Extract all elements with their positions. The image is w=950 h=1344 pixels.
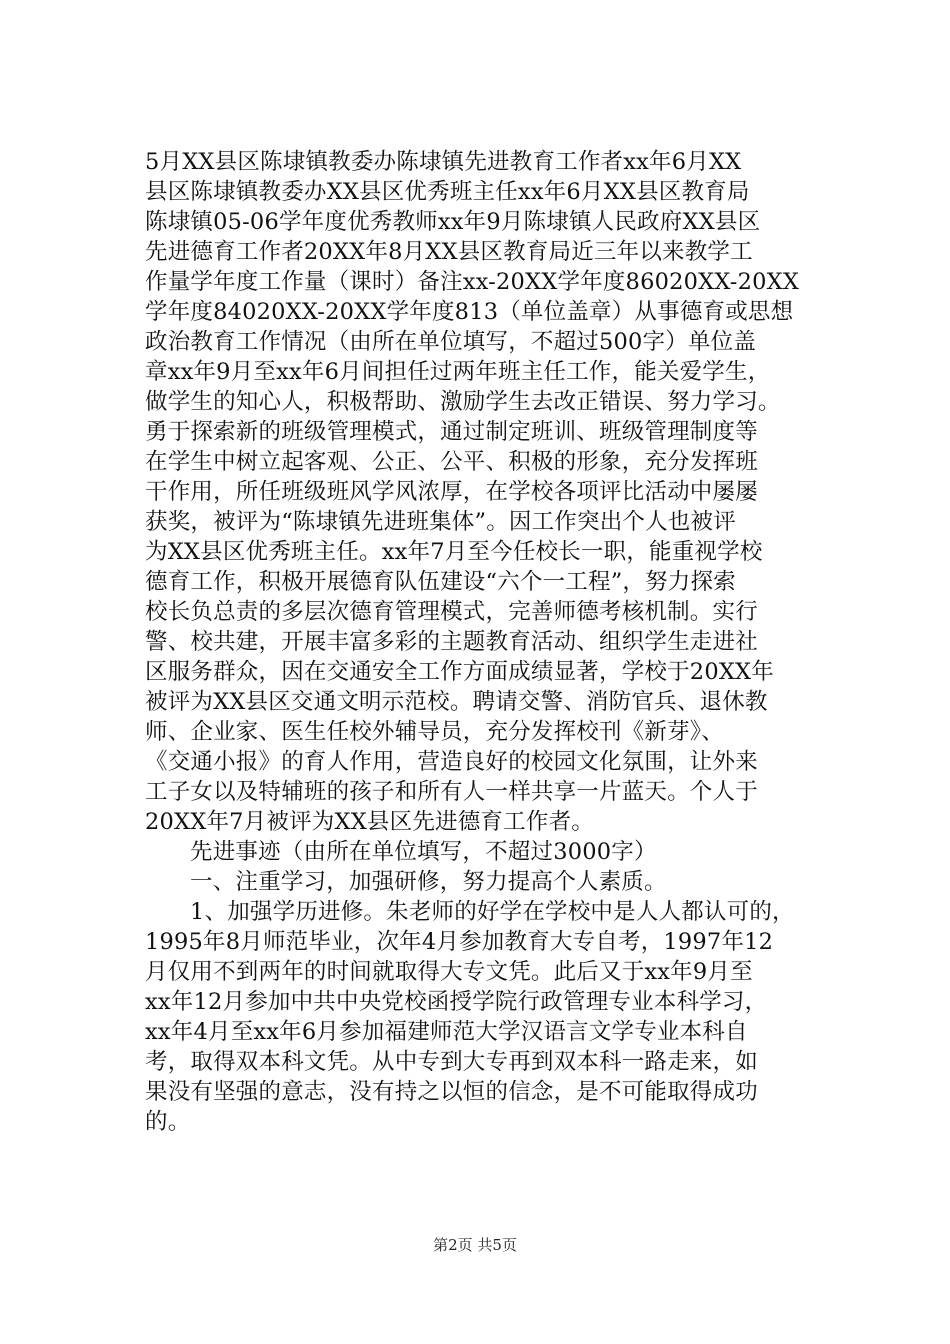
text-line: 学年度84020XX-20XX学年度813（单位盖章）从事德育或思想 xyxy=(145,299,794,325)
text-line: 干作用，所任班级班风学风浓厚，在学校各项评比活动中屡屡 xyxy=(145,479,758,505)
text-line: 区服务群众，因在交通安全工作方面成绩显著，学校于20XX年 xyxy=(145,659,774,685)
text-line: 政治教育工作情况（由所在单位填写，不超过500字）单位盖 xyxy=(145,329,757,355)
text-line: 陈埭镇05-06学年度优秀教师xx年9月陈埭镇人民政府XX县区 xyxy=(145,209,761,235)
text-line: 章xx年9月至xx年6月间担任过两年班主任工作，能关爱学生， xyxy=(145,359,771,385)
text-line: 做学生的知心人，积极帮助、激励学生去改正错误、努力学习。 xyxy=(145,389,781,415)
text-line: 先进德育工作者20XX年8月XX县区教育局近三年以来教学工 xyxy=(145,239,753,265)
text-line: 1、加强学历进修。朱老师的好学在学校中是人人都认可的， xyxy=(190,899,795,925)
text-line: 的。 xyxy=(145,1109,191,1135)
section-heading: 先进事迹（由所在单位填写，不超过3000字） xyxy=(190,839,657,865)
text-line: 《交通小报》的育人作用，营造良好的校园文化氛围，让外来 xyxy=(145,749,758,775)
text-line: 20XX年7月被评为XX县区先进德育工作者。 xyxy=(145,809,594,835)
text-line: 月仅用不到两年的时间就取得大专文凭。此后又于xx年9月至 xyxy=(145,959,753,985)
text-line: 被评为XX县区交通文明示范校。聘请交警、消防官兵、退休教 xyxy=(145,689,768,715)
text-line: 为XX县区优秀班主任。xx年7月至今任校长一职，能重视学校 xyxy=(145,539,763,565)
text-line: 警、校共建，开展丰富多彩的主题教育活动、组织学生走进社 xyxy=(145,629,758,655)
text-line: 勇于探索新的班级管理模式，通过制定班训、班级管理制度等 xyxy=(145,419,758,445)
text-line: xx年4月至xx年6月参加福建师范大学汉语言文学专业本科自 xyxy=(145,1019,748,1045)
text-line: 5月XX县区陈埭镇教委办陈埭镇先进教育工作者xx年6月XX xyxy=(145,149,742,175)
text-line: 考，取得双本科文凭。从中专到大专再到双本科一路走来，如 xyxy=(145,1049,758,1075)
text-line: xx年12月参加中共中央党校函授学院行政管理专业本科学习， xyxy=(145,989,768,1015)
text-line: 工子女以及特辅班的孩子和所有人一样共享一片蓝天。个人于 xyxy=(145,779,758,805)
subsection-heading: 一、注重学习，加强研修，努力提高个人素质。 xyxy=(190,869,667,895)
text-line: 德育工作，积极开展德育队伍建设“六个一工程”，努力探索 xyxy=(145,569,736,595)
page-number: 第2页 共5页 xyxy=(433,1236,517,1254)
text-line: 获奖，被评为“陈埭镇先进班集体”。因工作突出个人也被评 xyxy=(145,509,736,535)
text-line: 在学生中树立起客观、公正、公平、积极的形象，充分发挥班 xyxy=(145,449,758,475)
text-line: 作量学年度工作量（课时）备注xx-20XX学年度86020XX-20XX xyxy=(145,269,800,295)
text-line: 校长负总责的多层次德育管理模式，完善师德考核机制。实行 xyxy=(145,599,758,625)
document-body xyxy=(145,147,825,1137)
text-line: 1995年8月师范毕业，次年4月参加教育大专自考，1997年12 xyxy=(145,929,774,955)
text-line: 师、企业家、医生任校外辅导员，充分发挥校刊《新芽》、 xyxy=(145,719,724,745)
text-line: 县区陈埭镇教委办XX县区优秀班主任xx年6月XX县区教育局 xyxy=(145,179,750,205)
text-line: 果没有坚强的意志，没有持之以恒的信念，是不可能取得成功 xyxy=(145,1079,758,1105)
